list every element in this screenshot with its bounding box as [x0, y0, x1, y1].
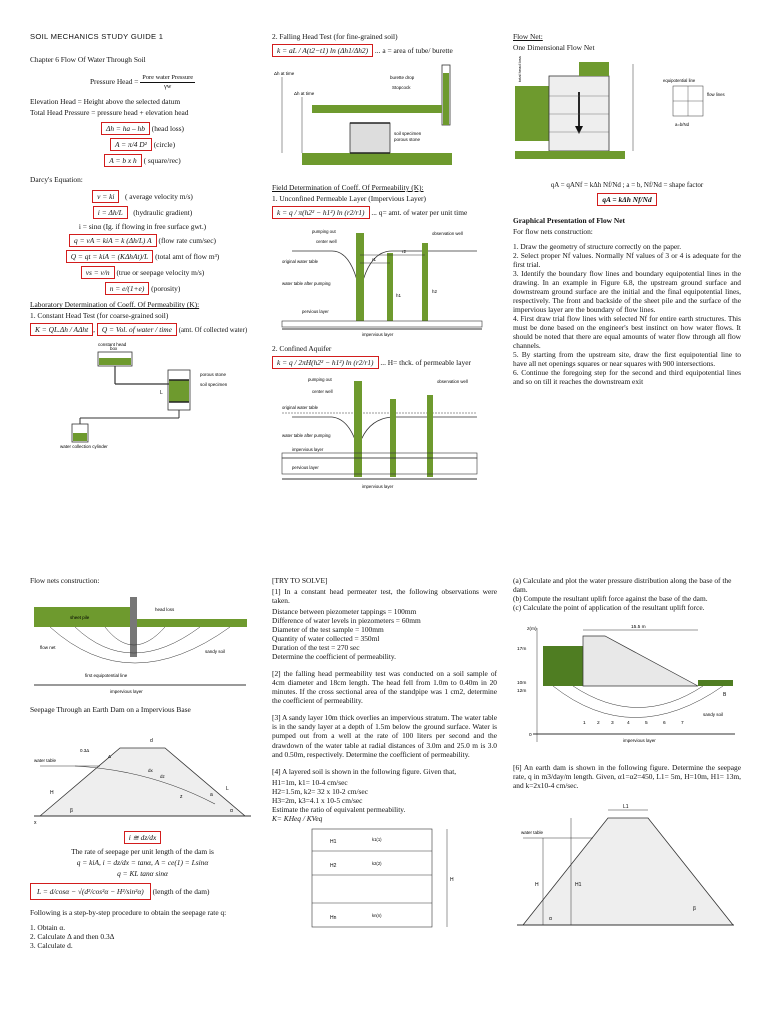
confined-title: 2. Confined Aquifer	[272, 344, 332, 354]
tank-water-top	[579, 62, 609, 76]
label-soil: soil specimen	[394, 131, 422, 137]
darcy-title: Darcy's Equation:	[30, 175, 83, 185]
label-H1: H1	[575, 882, 582, 889]
list-item: Quantity of water collected = 350ml	[272, 634, 380, 644]
impervious-upper	[282, 453, 477, 458]
darcy-note: (hydraulic gradient)	[133, 208, 193, 218]
col-bottom-middle	[272, 576, 497, 932]
unconfined-diagram	[272, 223, 487, 338]
darcy-eq: v = ki	[92, 190, 119, 203]
label-sheet-pile: sheet pile	[70, 615, 90, 621]
darcy-eq: i = Δh/L	[93, 206, 128, 219]
sheetpile-diagram	[30, 589, 250, 699]
label-soil-specimen: soil specimen	[200, 382, 228, 388]
falling-head-note: ... a = area of tube/ burette	[374, 46, 453, 56]
label-impervious-top: impervious layer	[292, 447, 324, 453]
darcy-row-3	[30, 234, 255, 247]
unconfined-row	[272, 206, 497, 219]
flownets-construction: Flow nets construction:	[30, 576, 100, 585]
label-L: L	[160, 390, 163, 397]
col-top-middle	[272, 32, 497, 491]
water-table-curve	[292, 251, 477, 293]
field-title: Field Determination of Coeff. Of Permeability (K):	[272, 183, 424, 193]
label-L1: L1	[623, 804, 629, 811]
label-water-table: water table	[34, 758, 57, 764]
label-n4: 4	[627, 721, 630, 727]
darcy-note: ( average velocity m/s)	[124, 192, 193, 202]
darcy-eq: Q = qt = kiA = (KΔhAt)/L	[66, 250, 153, 263]
tailwater	[698, 680, 733, 686]
problem-3: [3] A sandy layer 10m thick overlies an impervious stratum. The water table is in the sandy layer at a depth of 1.5m below the ground surface. Water is pumped out from a well at the rate of 100 liters per second and the drawdown of the water table at radial distances of 3.0m and 25.0 m is 3.0 and 0.50m, respectively. Determine the coefficient of permeability.	[272, 713, 498, 759]
label-alpha: α	[549, 916, 552, 923]
seepage-title: Seepage Through an Earth Dam on a Impervious Base	[30, 705, 191, 715]
falling-head-title: 2. Falling Head Test (for fine-grained soil)	[272, 32, 398, 41]
pressure-head-eq	[30, 74, 255, 91]
constant-head-diagram	[50, 340, 250, 450]
label-pumping: pumping out	[308, 377, 332, 383]
label-d: d	[150, 738, 153, 745]
list-item: 2. Calculate Δ and then 0.3Δ	[30, 932, 115, 942]
constant-head-row: K = QL.Δh / AΔht , Q = Vol. of water / time (amt. Of collected water)	[30, 323, 255, 336]
area-circle-note: (circle)	[153, 140, 176, 149]
label-H2: H2	[330, 862, 337, 869]
label-pervious: pervious layer	[302, 309, 329, 315]
seepage-L-note: (length of the dam)	[152, 887, 210, 897]
label-pervious: pervious layer	[292, 465, 319, 471]
head-loss-note: (head loss)	[151, 123, 184, 133]
seepage-eq1: q = kiA, i = dz/dx = tanα, A = ce(1) = Lsinα	[76, 858, 209, 868]
downstream-water	[137, 619, 247, 627]
label-stopcock: Stopcock	[392, 85, 411, 91]
earth-dam-diagram	[30, 718, 255, 828]
unconfined-title: 1. Unconfined Permeable Layer (Impervious Layer)	[272, 194, 426, 204]
label-width: 15.5 m	[631, 625, 646, 631]
flow-line	[50, 627, 230, 663]
flownet-title: Flow Net:	[513, 32, 543, 41]
seepage-box: i ≅ dz/dx	[124, 831, 162, 844]
list-item: K= KHeq / KVeq	[272, 813, 323, 823]
label-a: a	[210, 792, 213, 799]
label-flow-lines: flow lines	[707, 92, 725, 98]
constant-head-title: 1. Constant Head Test (for coarse-grained soil)	[30, 311, 169, 321]
darcy-row-1	[30, 206, 255, 219]
procedure-steps	[30, 923, 255, 950]
tank-base	[515, 151, 625, 159]
observation-well	[422, 243, 428, 321]
flow-line	[553, 686, 723, 718]
list-item: Duration of the test = 270 sec	[272, 643, 360, 653]
flownet-eq1: qA = qANf = kΔh Nf/Nd ; a = b, Nf/Nd = shape factor	[550, 181, 704, 190]
list-item: Estimate the ratio of equivalent permeability.	[272, 804, 406, 814]
label-n5: 5	[645, 721, 648, 727]
label-beta: β	[693, 906, 696, 913]
col-top-left	[30, 32, 255, 450]
graphical-sub: For flow nets construction:	[513, 226, 593, 236]
confined-diagram	[272, 373, 487, 491]
pressure-head-den: γw	[163, 83, 172, 91]
label-h1: h1	[396, 293, 402, 299]
label-dx: dx	[148, 768, 153, 774]
label-n2: 2	[597, 721, 600, 727]
falling-head-diagram	[272, 63, 487, 173]
flow-line	[75, 627, 200, 653]
label-17m: 17m	[517, 647, 527, 653]
pervious-layer	[282, 321, 482, 327]
label-10m: 10m	[517, 681, 527, 687]
darcy-row-2	[30, 222, 255, 231]
guide-title: SOIL MECHANICS STUDY GUIDE 1	[30, 32, 164, 41]
label-porous: porous stone	[394, 137, 421, 143]
label-impervious: impervious layer	[110, 689, 143, 695]
confined-note: ... H= thck. of permeable layer	[380, 358, 471, 368]
label-H: H	[50, 790, 54, 797]
tank-water	[515, 86, 549, 141]
head-loss-row	[30, 122, 255, 135]
label-constant-head: constant head	[98, 342, 127, 348]
cell-bottom	[302, 153, 452, 165]
label-impervious: impervious layer	[362, 484, 394, 490]
earth-dam2-diagram	[513, 800, 738, 940]
label-orig-wt: original water table	[282, 259, 319, 265]
label-orig-wt: original water table	[282, 405, 319, 411]
label-alpha: α	[230, 808, 233, 815]
list-item: 2. Select proper Nf values. Normally Nf values of 3 or 4 is adequate for the first trial.	[513, 250, 741, 269]
chapter-heading: Chapter 6 Flow Of Water Through Soil	[30, 55, 146, 65]
label-z: z	[180, 794, 183, 801]
label-n6: 6	[663, 721, 666, 727]
dam-body	[40, 748, 245, 816]
collection-water	[73, 433, 87, 441]
confined-eq: k = q / 2πH(h2² − h1²) ln (r2/r1)	[272, 356, 379, 369]
right-questions	[513, 576, 741, 612]
darcy-row-0	[30, 190, 255, 203]
list-item: H1=1m, k1= 10-4 cm/sec	[272, 777, 348, 787]
label-water-table: water table	[521, 830, 544, 836]
lab-title: Laboratory Determination of Coeff. Of Permeability (K):	[30, 300, 200, 310]
label-dh2: Δh at time	[294, 91, 315, 97]
label-center-well: center well	[316, 239, 337, 245]
center-well	[354, 381, 362, 477]
list-item: (b) Compute the resultant uplift force against the base of the dam.	[513, 594, 708, 604]
elevation-head: Elevation Head = Height above the selected datum	[30, 96, 181, 106]
list-item: 1. Draw the geometry of structure correctly on the paper.	[513, 241, 682, 251]
unconfined-note: ... q= amt. of water per unit time	[371, 208, 468, 218]
list-item: (c) Calculate the point of application of the resultant uplift force.	[513, 603, 705, 613]
list-item: 4. First draw trial flow lines with selected Nf for entire earth structures. This must be done based on the engineer's best instinct on how water flows. It should be noted that there are equal amounts of water flow through all flow channels.	[513, 313, 741, 351]
problem-4: [4] A layered soil is shown in the following figure. Given that,	[272, 766, 457, 776]
pressure-head-num: Pore water Pressure	[142, 74, 194, 82]
list-item: Difference of water levels in piezometers = 60mm	[272, 616, 421, 626]
label-first-eq: first equipotential line	[85, 673, 128, 679]
label-wt-after: water table after pumping	[282, 433, 331, 439]
label-cylinder: water collection cylinder	[60, 444, 108, 450]
flow-line	[573, 686, 703, 708]
list-item: 6. Continue the foregoing step for the second and third equipotential lines and so on till it reaches the downstream exit	[513, 368, 741, 387]
label-impervious: impervious layer	[623, 738, 656, 744]
label-center-well: center well	[312, 389, 333, 395]
seepage-rate-text: The rate of seepage per unit length of the dam is	[71, 847, 214, 857]
label-dz: dz	[160, 774, 165, 780]
constant-head-eq2: Q = Vol. of water / time	[97, 323, 177, 336]
darcy-row-5	[30, 266, 255, 279]
label-beta: β	[70, 808, 73, 815]
col-bottom-left	[30, 576, 255, 950]
darcy-eq: vs = v/n	[81, 266, 115, 279]
burette-water	[443, 73, 449, 125]
list-item: 3. Calculate d.	[30, 941, 73, 951]
center-well	[356, 233, 364, 321]
label-B: B	[723, 692, 727, 699]
falling-head-row	[272, 44, 497, 57]
cell-top	[312, 105, 442, 113]
label-n3: 3	[611, 721, 614, 727]
label-flow-net: flow net	[40, 645, 56, 651]
label-k2: k2(2)	[372, 860, 382, 866]
area-rect-row	[30, 154, 255, 167]
label-wt-after: water table after pumping	[282, 281, 331, 287]
procedure-text: Following is a step-by-step procedure to obtain the seepage rate q:	[30, 908, 227, 918]
label-impervious: impervious layer	[362, 332, 394, 338]
head-box-water	[99, 358, 131, 365]
soil-specimen-fh	[350, 123, 390, 153]
pressure-head-label: Pressure Head =	[89, 77, 139, 87]
seepage-eq2: q = KL tanα sinα	[117, 869, 168, 879]
unconfined-eq: k = q / π(h2² − h1²) ln (r2/r1)	[272, 206, 370, 219]
problem-4-lines	[272, 778, 497, 823]
total-head: Total Head Pressure = pressure head + elevation head	[30, 107, 189, 117]
label-H1: H1	[330, 838, 337, 845]
label-sandy: sandy soil	[205, 649, 226, 655]
constant-head-note: (amt. Of collected water)	[178, 327, 248, 335]
problem-1-lines	[272, 607, 497, 661]
darcy-row-6	[30, 282, 255, 295]
observation-well	[427, 395, 433, 477]
seepage-box-row	[30, 831, 255, 844]
problem-1: [1] In a constant head permeater test, the following observations were taken.	[272, 587, 497, 606]
try-title: [TRY TO SOLVE]	[272, 576, 328, 585]
label-pumping: pumping out	[312, 229, 336, 235]
head-loss-eq: Δh = ha – hb	[101, 122, 150, 135]
area-circle-eq: A = π/4 D²	[110, 138, 152, 151]
label-x: x	[34, 820, 37, 827]
darcy-eq: n = e/(1+e)	[105, 282, 150, 295]
label-Hn: Hn	[330, 914, 337, 921]
label-12m: 12m	[517, 689, 527, 695]
flownet-diagram	[513, 56, 733, 171]
list-item: H2=1.5m, k2= 32 x 10-2 cm/sec	[272, 786, 368, 796]
list-item: Distance between piezometer tappings = 100mm	[272, 607, 417, 617]
label-box: box	[110, 346, 118, 352]
col-bottom-right	[513, 576, 741, 940]
col-top-right	[513, 32, 741, 386]
label-zm: z(m)	[527, 627, 537, 633]
label-kn: kn(n)	[372, 912, 382, 918]
list-item: 5. By starting from the upstream site, draw the first equipotential line to have all net openings squares or near squares with 900 intersections.	[513, 350, 741, 369]
label-total-head: total head loss	[517, 56, 522, 83]
label-porous-stone: porous stone	[200, 372, 227, 378]
darcy-eq: q = vA = kiA = k (Δh/L) A	[69, 234, 157, 247]
label-n7: 7	[681, 721, 684, 727]
graphical-title: Graphical Presentation of Flow Net	[513, 215, 625, 225]
seepage-L-eq: L = d/cosα − √(d²/cos²α − H²/sin²α)	[30, 883, 151, 900]
sheet-pile	[130, 597, 137, 657]
confined-row	[272, 356, 497, 369]
darcy-note: (true or seepage velocity m/s)	[116, 268, 205, 278]
darcy-note: (flow rate cum/sec)	[158, 236, 216, 246]
area-rect-eq: A = b x h	[104, 154, 141, 167]
soil-specimen	[169, 380, 189, 402]
list-item: Determine the coefficient of permeability.	[272, 652, 396, 662]
layered-soil-diagram	[272, 827, 497, 932]
dam-uplift-diagram	[513, 624, 738, 749]
label-r2: r2	[402, 249, 407, 255]
label-k1: k1(1)	[372, 836, 382, 842]
label-r1: r1	[372, 257, 377, 263]
label-head-loss: head loss	[155, 607, 175, 613]
area-circle-row	[30, 138, 255, 151]
label-n1: 1	[583, 721, 586, 727]
label-burette: burette drop	[390, 75, 415, 81]
seepage-L-row	[30, 883, 255, 900]
dam-body	[523, 818, 733, 925]
constant-head-eq1: K = QL.Δh / AΔht	[30, 323, 93, 336]
label-H: H	[535, 882, 539, 889]
list-item: 3. Identify the boundary flow lines and boundary equipotential lines in the drawing. In an example in Figure 6.8, the upstream ground surface and downstream ground surface are the initial and the final equipotential lines, respectively. The front and backside of the sheet pile and the surface of the impervious layer are the boundary of flow lines.	[513, 268, 741, 314]
area-rect-note: ( square/rec)	[143, 156, 181, 166]
flownet-sub: One Dimensional Flow Net	[513, 43, 595, 53]
list-item: Diameter of the test sample = 100mm	[272, 625, 384, 635]
darcy-note: (porosity)	[151, 284, 181, 294]
reservoir	[543, 646, 583, 686]
label-obs-well: observation well	[437, 379, 468, 385]
label-zero: 0	[529, 733, 532, 739]
label-obs-well: observation well	[432, 231, 463, 237]
darcy-note: (total amt of flow m³)	[155, 252, 220, 262]
darcy-note: i = sinα (Ig. if flowing in free surface gwt.)	[78, 222, 207, 232]
label-delta: Δ	[108, 754, 112, 760]
label-03d: 0.3Δ	[80, 748, 90, 754]
label-sandy: sandy soil	[703, 712, 724, 718]
flownet-eq2: qA = kΔh Nf/Nd	[597, 193, 656, 206]
flownet-eq2-row	[513, 193, 741, 206]
list-item: H3=2m, k3=4.1 x 10-5 cm/sec	[272, 795, 363, 805]
concrete-dam	[583, 636, 698, 686]
label-a-bn: a=b/Nd	[675, 122, 689, 128]
problem-2: [2] the falling head permeability test was conducted on a soil sample of 4cm diameter and 18cm length. The head fell from 1.0m to 0.40m in 20 minutes. If the cross sectional area of the standpipe was 1 cm2, determine the coefficient of permeability.	[272, 669, 497, 706]
list-item: 1. Obtain α.	[30, 923, 66, 933]
observation-well	[390, 399, 396, 477]
label-dh1: Δh at time	[274, 71, 295, 77]
falling-head-eq: k = aL / A(t2−t1) ln (Δh1/Δh2)	[272, 44, 373, 57]
label-L: L	[226, 786, 229, 793]
label-H: H	[450, 876, 454, 883]
graphical-steps	[513, 242, 741, 387]
problem-6: [6] An earth dam is shown in the following figure. Determine the seepage rate, q in m3/day/m length. Given, α1=α2=450, L1= 5m, H=10m, H1= 13m, and k=2x10-4 cm/sec.	[513, 763, 741, 791]
label-equipotential: equipotential line	[663, 78, 696, 84]
label-h2: h2	[432, 289, 438, 295]
list-item: (a) Calculate and plot the water pressure distribution along the base of the dam.	[513, 576, 732, 595]
darcy-row-4	[30, 250, 255, 263]
